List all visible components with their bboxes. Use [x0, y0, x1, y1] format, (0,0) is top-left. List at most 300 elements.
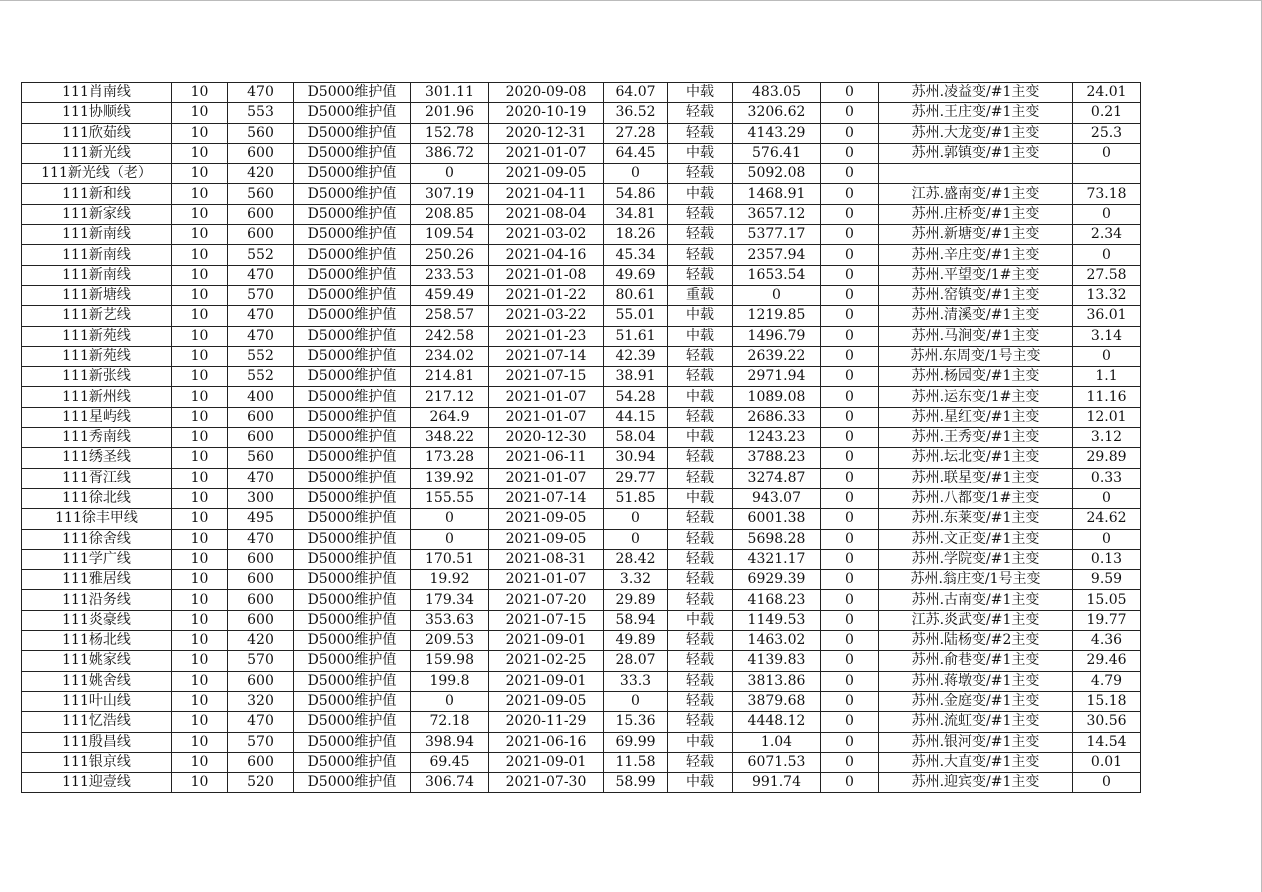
max-load-cell: 264.9: [411, 407, 489, 427]
table-row: [22, 225, 1141, 245]
load-rate-cell: 69.99: [604, 732, 668, 752]
load-level-cell: 轻载: [668, 103, 733, 123]
zero-cell: 0: [821, 143, 879, 163]
transformer-cell: 苏州.大直变/#1主变: [879, 752, 1073, 772]
spare-capacity-cell: 4321.17: [733, 549, 821, 569]
max-load-cell: 152.78: [411, 123, 489, 143]
max-load-cell: 233.53: [411, 265, 489, 285]
spare-capacity-cell: 1496.79: [733, 326, 821, 346]
line-name-cell: 111新州线: [22, 387, 172, 407]
value-cell: 0: [1073, 773, 1141, 793]
spare-capacity-cell: 1149.53: [733, 610, 821, 630]
value-cell: 36.01: [1073, 306, 1141, 326]
table-row: [22, 570, 1141, 590]
load-rate-cell: 0: [604, 509, 668, 529]
load-rate-cell: 29.77: [604, 468, 668, 488]
source-cell: D5000维护值: [294, 346, 411, 366]
date-cell: 2021-09-05: [489, 509, 604, 529]
spare-capacity-cell: 4139.83: [733, 651, 821, 671]
transformer-cell: 苏州.东莱变/#1主变: [879, 509, 1073, 529]
line-name-cell: 111新南线: [22, 265, 172, 285]
source-cell: D5000维护值: [294, 407, 411, 427]
source-cell: D5000维护值: [294, 225, 411, 245]
spare-capacity-cell: 3206.62: [733, 103, 821, 123]
source-cell: D5000维护值: [294, 570, 411, 590]
rated-capacity-cell: 560: [228, 448, 294, 468]
table-row: [22, 752, 1141, 772]
voltage-cell: 10: [172, 752, 228, 772]
voltage-cell: 10: [172, 245, 228, 265]
date-cell: 2021-09-05: [489, 691, 604, 711]
data-table: [21, 82, 1141, 793]
max-load-cell: 250.26: [411, 245, 489, 265]
source-cell: D5000维护值: [294, 590, 411, 610]
table-row: [22, 123, 1141, 143]
load-rate-cell: 15.36: [604, 712, 668, 732]
line-name-cell: 111胥江线: [22, 468, 172, 488]
rated-capacity-cell: 470: [228, 306, 294, 326]
table-row: [22, 468, 1141, 488]
line-name-cell: 111徐北线: [22, 488, 172, 508]
voltage-cell: 10: [172, 590, 228, 610]
rated-capacity-cell: 552: [228, 245, 294, 265]
voltage-cell: 10: [172, 387, 228, 407]
source-cell: D5000维护值: [294, 712, 411, 732]
zero-cell: 0: [821, 306, 879, 326]
value-cell: 0: [1073, 346, 1141, 366]
source-cell: D5000维护值: [294, 103, 411, 123]
max-load-cell: 242.58: [411, 326, 489, 346]
max-load-cell: 307.19: [411, 184, 489, 204]
value-cell: 1.1: [1073, 367, 1141, 387]
source-cell: D5000维护值: [294, 752, 411, 772]
line-name-cell: 111学广线: [22, 549, 172, 569]
rated-capacity-cell: 320: [228, 691, 294, 711]
source-cell: D5000维护值: [294, 326, 411, 346]
line-name-cell: 111新艺线: [22, 306, 172, 326]
load-level-cell: 轻载: [668, 509, 733, 529]
spare-capacity-cell: 576.41: [733, 143, 821, 163]
voltage-cell: 10: [172, 103, 228, 123]
date-cell: 2021-04-11: [489, 184, 604, 204]
spare-capacity-cell: 1468.91: [733, 184, 821, 204]
voltage-cell: 10: [172, 184, 228, 204]
load-level-cell: 轻载: [668, 367, 733, 387]
spare-capacity-cell: 0: [733, 285, 821, 305]
value-cell: 4.36: [1073, 631, 1141, 651]
max-load-cell: 353.63: [411, 610, 489, 630]
spare-capacity-cell: 2971.94: [733, 367, 821, 387]
source-cell: D5000维护值: [294, 610, 411, 630]
load-level-cell: 轻载: [668, 529, 733, 549]
max-load-cell: 139.92: [411, 468, 489, 488]
load-rate-cell: 34.81: [604, 204, 668, 224]
voltage-cell: 10: [172, 367, 228, 387]
table-row: [22, 306, 1141, 326]
max-load-cell: 301.11: [411, 83, 489, 103]
rated-capacity-cell: 470: [228, 265, 294, 285]
date-cell: 2021-01-07: [489, 468, 604, 488]
transformer-cell: 苏州.翁庄变/1号主变: [879, 570, 1073, 590]
rated-capacity-cell: 470: [228, 83, 294, 103]
transformer-cell: 苏州.八都变/1#主变: [879, 488, 1073, 508]
load-rate-cell: 30.94: [604, 448, 668, 468]
table-row: [22, 448, 1141, 468]
date-cell: 2021-06-16: [489, 732, 604, 752]
table-row: [22, 590, 1141, 610]
load-level-cell: 轻载: [668, 712, 733, 732]
rated-capacity-cell: 552: [228, 367, 294, 387]
voltage-cell: 10: [172, 529, 228, 549]
zero-cell: 0: [821, 448, 879, 468]
rated-capacity-cell: 560: [228, 184, 294, 204]
voltage-cell: 10: [172, 83, 228, 103]
zero-cell: 0: [821, 164, 879, 184]
spare-capacity-cell: 6929.39: [733, 570, 821, 590]
spare-capacity-cell: 2357.94: [733, 245, 821, 265]
date-cell: 2021-03-22: [489, 306, 604, 326]
date-cell: 2021-07-30: [489, 773, 604, 793]
value-cell: 4.79: [1073, 671, 1141, 691]
voltage-cell: 10: [172, 610, 228, 630]
date-cell: 2021-02-25: [489, 651, 604, 671]
load-rate-cell: 0: [604, 164, 668, 184]
zero-cell: 0: [821, 387, 879, 407]
table-row: [22, 346, 1141, 366]
load-rate-cell: 28.42: [604, 549, 668, 569]
transformer-cell: 苏州.学院变/#1主变: [879, 549, 1073, 569]
voltage-cell: 10: [172, 225, 228, 245]
load-level-cell: 轻载: [668, 346, 733, 366]
load-level-cell: 轻载: [668, 570, 733, 590]
zero-cell: 0: [821, 549, 879, 569]
value-cell: 0.21: [1073, 103, 1141, 123]
voltage-cell: 10: [172, 671, 228, 691]
source-cell: D5000维护值: [294, 123, 411, 143]
load-level-cell: 中载: [668, 488, 733, 508]
load-rate-cell: 49.69: [604, 265, 668, 285]
zero-cell: 0: [821, 468, 879, 488]
transformer-cell: 苏州.银河变/#1主变: [879, 732, 1073, 752]
value-cell: 0: [1073, 488, 1141, 508]
max-load-cell: 398.94: [411, 732, 489, 752]
transformer-cell: 苏州.平望变/1#主变: [879, 265, 1073, 285]
source-cell: D5000维护值: [294, 529, 411, 549]
date-cell: 2020-10-19: [489, 103, 604, 123]
load-rate-cell: 45.34: [604, 245, 668, 265]
line-name-cell: 111新苑线: [22, 346, 172, 366]
load-level-cell: 轻载: [668, 225, 733, 245]
source-cell: D5000维护值: [294, 306, 411, 326]
load-level-cell: 中载: [668, 610, 733, 630]
transformer-cell: 江苏.盛南变/#1主变: [879, 184, 1073, 204]
max-load-cell: 306.74: [411, 773, 489, 793]
table-row: [22, 407, 1141, 427]
date-cell: 2021-07-14: [489, 346, 604, 366]
transformer-cell: 苏州.坛北变/#1主变: [879, 448, 1073, 468]
spare-capacity-cell: 5698.28: [733, 529, 821, 549]
date-cell: 2020-12-30: [489, 428, 604, 448]
max-load-cell: 0: [411, 164, 489, 184]
max-load-cell: 208.85: [411, 204, 489, 224]
load-level-cell: 轻载: [668, 123, 733, 143]
source-cell: D5000维护值: [294, 285, 411, 305]
max-load-cell: 173.28: [411, 448, 489, 468]
zero-cell: 0: [821, 570, 879, 590]
zero-cell: 0: [821, 712, 879, 732]
line-name-cell: 111协顺线: [22, 103, 172, 123]
voltage-cell: 10: [172, 306, 228, 326]
rated-capacity-cell: 600: [228, 549, 294, 569]
voltage-cell: 10: [172, 570, 228, 590]
rated-capacity-cell: 470: [228, 326, 294, 346]
line-name-cell: 111秀南线: [22, 428, 172, 448]
load-rate-cell: 64.07: [604, 83, 668, 103]
load-level-cell: 中载: [668, 306, 733, 326]
rated-capacity-cell: 600: [228, 428, 294, 448]
value-cell: [1073, 164, 1141, 184]
load-rate-cell: 3.32: [604, 570, 668, 590]
table-row: [22, 184, 1141, 204]
table-row: [22, 326, 1141, 346]
max-load-cell: 159.98: [411, 651, 489, 671]
source-cell: D5000维护值: [294, 428, 411, 448]
max-load-cell: 234.02: [411, 346, 489, 366]
voltage-cell: 10: [172, 631, 228, 651]
transformer-cell: 苏州.新塘变/#1主变: [879, 225, 1073, 245]
spare-capacity-cell: 2639.22: [733, 346, 821, 366]
load-level-cell: 轻载: [668, 651, 733, 671]
source-cell: D5000维护值: [294, 488, 411, 508]
table-row: [22, 549, 1141, 569]
date-cell: 2021-01-07: [489, 407, 604, 427]
line-name-cell: 111忆浩线: [22, 712, 172, 732]
value-cell: 3.14: [1073, 326, 1141, 346]
rated-capacity-cell: 570: [228, 285, 294, 305]
table-row: [22, 285, 1141, 305]
table-row: [22, 143, 1141, 163]
zero-cell: 0: [821, 245, 879, 265]
load-level-cell: 轻载: [668, 752, 733, 772]
load-level-cell: 中载: [668, 83, 733, 103]
line-name-cell: 111绣圣线: [22, 448, 172, 468]
line-name-cell: 111新光线: [22, 143, 172, 163]
transformer-cell: 苏州.俞巷变/#1主变: [879, 651, 1073, 671]
zero-cell: 0: [821, 326, 879, 346]
rated-capacity-cell: 400: [228, 387, 294, 407]
value-cell: 11.16: [1073, 387, 1141, 407]
voltage-cell: 10: [172, 428, 228, 448]
voltage-cell: 10: [172, 448, 228, 468]
max-load-cell: 214.81: [411, 367, 489, 387]
rated-capacity-cell: 600: [228, 671, 294, 691]
load-rate-cell: 11.58: [604, 752, 668, 772]
table-row: [22, 83, 1141, 103]
rated-capacity-cell: 420: [228, 164, 294, 184]
rated-capacity-cell: 600: [228, 407, 294, 427]
date-cell: 2021-01-23: [489, 326, 604, 346]
max-load-cell: 109.54: [411, 225, 489, 245]
value-cell: 24.62: [1073, 509, 1141, 529]
spare-capacity-cell: 6071.53: [733, 752, 821, 772]
voltage-cell: 10: [172, 549, 228, 569]
source-cell: D5000维护值: [294, 164, 411, 184]
max-load-cell: 348.22: [411, 428, 489, 448]
date-cell: 2020-12-31: [489, 123, 604, 143]
date-cell: 2021-07-20: [489, 590, 604, 610]
load-level-cell: 轻载: [668, 245, 733, 265]
source-cell: D5000维护值: [294, 732, 411, 752]
max-load-cell: 0: [411, 509, 489, 529]
spare-capacity-cell: 4143.29: [733, 123, 821, 143]
transformer-cell: 苏州.大龙变/#1主变: [879, 123, 1073, 143]
line-name-cell: 111欣茹线: [22, 123, 172, 143]
max-load-cell: 459.49: [411, 285, 489, 305]
voltage-cell: 10: [172, 346, 228, 366]
source-cell: D5000维护值: [294, 549, 411, 569]
date-cell: 2021-07-14: [489, 488, 604, 508]
load-rate-cell: 18.26: [604, 225, 668, 245]
source-cell: D5000维护值: [294, 204, 411, 224]
line-name-cell: 111杨北线: [22, 631, 172, 651]
transformer-cell: 苏州.马涧变/#1主变: [879, 326, 1073, 346]
source-cell: D5000维护值: [294, 83, 411, 103]
source-cell: D5000维护值: [294, 245, 411, 265]
table-row: [22, 204, 1141, 224]
date-cell: 2021-08-31: [489, 549, 604, 569]
table-row: [22, 367, 1141, 387]
spare-capacity-cell: 3813.86: [733, 671, 821, 691]
table-row: [22, 631, 1141, 651]
line-name-cell: 111新光线（老）: [22, 164, 172, 184]
transformer-cell: 苏州.窑镇变/#1主变: [879, 285, 1073, 305]
load-rate-cell: 49.89: [604, 631, 668, 651]
load-level-cell: 轻载: [668, 265, 733, 285]
load-level-cell: 中载: [668, 143, 733, 163]
load-level-cell: 中载: [668, 428, 733, 448]
value-cell: 19.77: [1073, 610, 1141, 630]
spare-capacity-cell: 4448.12: [733, 712, 821, 732]
rated-capacity-cell: 560: [228, 123, 294, 143]
table-row: [22, 671, 1141, 691]
rated-capacity-cell: 600: [228, 143, 294, 163]
date-cell: 2021-09-01: [489, 631, 604, 651]
max-load-cell: 155.55: [411, 488, 489, 508]
value-cell: 30.56: [1073, 712, 1141, 732]
load-rate-cell: 29.89: [604, 590, 668, 610]
load-level-cell: 重载: [668, 285, 733, 305]
value-cell: 15.18: [1073, 691, 1141, 711]
transformer-cell: 苏州.东周变/1号主变: [879, 346, 1073, 366]
voltage-cell: 10: [172, 265, 228, 285]
line-name-cell: 111肖南线: [22, 83, 172, 103]
spare-capacity-cell: 1243.23: [733, 428, 821, 448]
load-rate-cell: 42.39: [604, 346, 668, 366]
voltage-cell: 10: [172, 285, 228, 305]
line-name-cell: 111叶山线: [22, 691, 172, 711]
source-cell: D5000维护值: [294, 631, 411, 651]
voltage-cell: 10: [172, 732, 228, 752]
value-cell: 0: [1073, 245, 1141, 265]
load-level-cell: 轻载: [668, 631, 733, 651]
rated-capacity-cell: 300: [228, 488, 294, 508]
value-cell: 25.3: [1073, 123, 1141, 143]
load-rate-cell: 0: [604, 691, 668, 711]
load-rate-cell: 54.28: [604, 387, 668, 407]
line-name-cell: 111徐舍线: [22, 529, 172, 549]
zero-cell: 0: [821, 752, 879, 772]
line-name-cell: 111殷昌线: [22, 732, 172, 752]
spare-capacity-cell: 5092.08: [733, 164, 821, 184]
load-level-cell: 中载: [668, 184, 733, 204]
spare-capacity-cell: 1.04: [733, 732, 821, 752]
transformer-cell: 江苏.炎武变/#1主变: [879, 610, 1073, 630]
transformer-cell: 苏州.庄桥变/#1主变: [879, 204, 1073, 224]
zero-cell: 0: [821, 610, 879, 630]
line-name-cell: 111新张线: [22, 367, 172, 387]
table-row: [22, 488, 1141, 508]
source-cell: D5000维护值: [294, 265, 411, 285]
table-row: [22, 732, 1141, 752]
value-cell: 27.58: [1073, 265, 1141, 285]
value-cell: 3.12: [1073, 428, 1141, 448]
date-cell: 2021-09-05: [489, 529, 604, 549]
load-level-cell: 轻载: [668, 590, 733, 610]
max-load-cell: 170.51: [411, 549, 489, 569]
table-row: [22, 610, 1141, 630]
transformer-cell: 苏州.古南变/#1主变: [879, 590, 1073, 610]
rated-capacity-cell: 600: [228, 590, 294, 610]
table-row: [22, 712, 1141, 732]
transformer-cell: 苏州.王秀变/#1主变: [879, 428, 1073, 448]
rated-capacity-cell: 570: [228, 732, 294, 752]
value-cell: 12.01: [1073, 407, 1141, 427]
zero-cell: 0: [821, 204, 879, 224]
max-load-cell: 217.12: [411, 387, 489, 407]
value-cell: 9.59: [1073, 570, 1141, 590]
load-level-cell: 轻载: [668, 468, 733, 488]
load-rate-cell: 44.15: [604, 407, 668, 427]
max-load-cell: 19.92: [411, 570, 489, 590]
spare-capacity-cell: 6001.38: [733, 509, 821, 529]
spare-capacity-cell: 2686.33: [733, 407, 821, 427]
voltage-cell: 10: [172, 712, 228, 732]
transformer-cell: 苏州.郭镇变/#1主变: [879, 143, 1073, 163]
date-cell: 2021-09-01: [489, 671, 604, 691]
value-cell: 0.33: [1073, 468, 1141, 488]
value-cell: 0: [1073, 204, 1141, 224]
zero-cell: 0: [821, 509, 879, 529]
value-cell: 29.46: [1073, 651, 1141, 671]
load-rate-cell: 80.61: [604, 285, 668, 305]
rated-capacity-cell: 600: [228, 610, 294, 630]
rated-capacity-cell: 495: [228, 509, 294, 529]
transformer-cell: 苏州.凌益变/#1主变: [879, 83, 1073, 103]
value-cell: 14.54: [1073, 732, 1141, 752]
zero-cell: 0: [821, 184, 879, 204]
line-name-cell: 111新和线: [22, 184, 172, 204]
rated-capacity-cell: 470: [228, 712, 294, 732]
line-name-cell: 111新塘线: [22, 285, 172, 305]
date-cell: 2021-06-11: [489, 448, 604, 468]
rated-capacity-cell: 520: [228, 773, 294, 793]
source-cell: D5000维护值: [294, 651, 411, 671]
zero-cell: 0: [821, 285, 879, 305]
load-level-cell: 轻载: [668, 691, 733, 711]
max-load-cell: 0: [411, 691, 489, 711]
source-cell: D5000维护值: [294, 509, 411, 529]
zero-cell: 0: [821, 428, 879, 448]
